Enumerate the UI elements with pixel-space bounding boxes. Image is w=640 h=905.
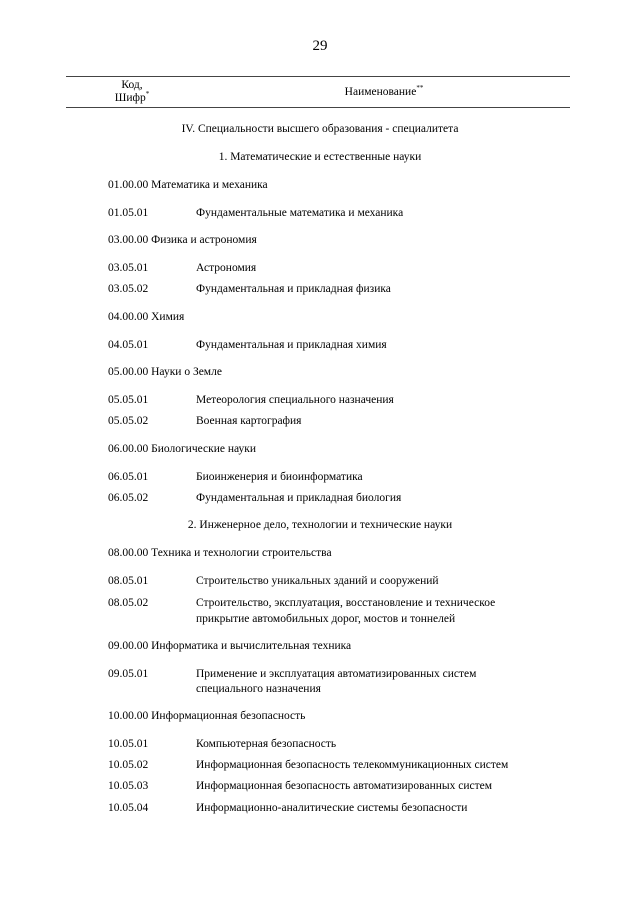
entry-name: Фундаментальная и прикладная химия: [196, 339, 387, 351]
entry-name-continuation: прикрытие автомобильных дорог, мостов и тоннелей: [196, 613, 456, 625]
entry-code: 10.05.03: [108, 780, 149, 792]
entry-name: Фундаментальная и прикладная физика: [196, 283, 391, 295]
entry-name: Информационная безопасность телекоммуникационных систем: [196, 759, 509, 771]
entry-code: 05.05.01: [108, 394, 149, 406]
entry-code: 10.05.04: [108, 802, 149, 814]
page-number: 29: [312, 38, 328, 54]
entry-code: 08.05.02: [108, 597, 149, 609]
entry-name: Информационная безопасность автоматизированных систем: [196, 780, 492, 792]
header-name-column: [198, 77, 570, 107]
entry-code: 04.05.01: [108, 339, 149, 351]
entry-name: Астрономия: [196, 262, 257, 274]
header-name-footnote-mark: **: [416, 84, 424, 93]
entry-code: 06.05.01: [108, 471, 149, 483]
group-heading: 09.00.00 Информатика и вычислительная техника: [108, 640, 352, 652]
entry-code: 03.05.02: [108, 283, 149, 295]
group-heading: 01.00.00 Математика и механика: [108, 179, 268, 191]
area-title: 2. Инженерное дело, технологии и технические науки: [187, 519, 453, 531]
header-code-label: Код,: [121, 79, 143, 91]
group-heading: 08.00.00 Техника и технологии строительства: [108, 547, 332, 559]
group-heading: 06.00.00 Биологические науки: [108, 443, 257, 455]
entry-name-continuation: специального назначения: [196, 683, 321, 695]
entry-name: Биоинженерия и биоинформатика: [196, 471, 363, 483]
entry-code: 06.05.02: [108, 492, 149, 504]
entry-code: 05.05.02: [108, 415, 149, 427]
entry-code: 03.05.01: [108, 262, 149, 274]
group-heading: 10.00.00 Информационная безопасность: [108, 710, 306, 722]
entry-name: Информационно-аналитические системы безопасности: [196, 802, 468, 814]
header-name-text: Наименование: [344, 86, 417, 98]
header-cipher-text: Шифр: [114, 92, 146, 104]
header-cipher-label: [115, 92, 149, 105]
entry-name: Применение и эксплуатация автоматизированных систем: [196, 668, 477, 680]
group-heading: 05.00.00 Науки о Земле: [108, 366, 222, 378]
entry-code: 10.05.01: [108, 738, 149, 750]
entry-name: Фундаментальная и прикладная биология: [196, 492, 402, 504]
entry-name: Метеорология специального назначения: [196, 394, 394, 406]
area-title: 1. Математические и естественные науки: [218, 151, 422, 163]
header-cipher-footnote-mark: *: [145, 90, 150, 99]
table-header: [66, 76, 570, 108]
entry-name: Фундаментальные математика и механика: [196, 207, 404, 219]
entry-code: 08.05.01: [108, 575, 149, 587]
entry-name: Военная картография: [196, 415, 302, 427]
header-name-label: [345, 86, 424, 98]
group-heading: 03.00.00 Физика и астрономия: [108, 234, 257, 246]
section-title: IV. Специальности высшего образования - специалитета: [181, 123, 459, 135]
entry-code: 01.05.01: [108, 207, 149, 219]
entry-name: Компьютерная безопасность: [196, 738, 337, 750]
entry-name: Строительство, эксплуатация, восстановление и техническое: [196, 597, 496, 609]
entry-code: 09.05.01: [108, 668, 149, 680]
entry-name: Строительство уникальных зданий и сооружений: [196, 575, 439, 587]
header-code-column: [66, 77, 198, 107]
entry-code: 10.05.02: [108, 759, 149, 771]
group-heading: 04.00.00 Химия: [108, 311, 185, 323]
